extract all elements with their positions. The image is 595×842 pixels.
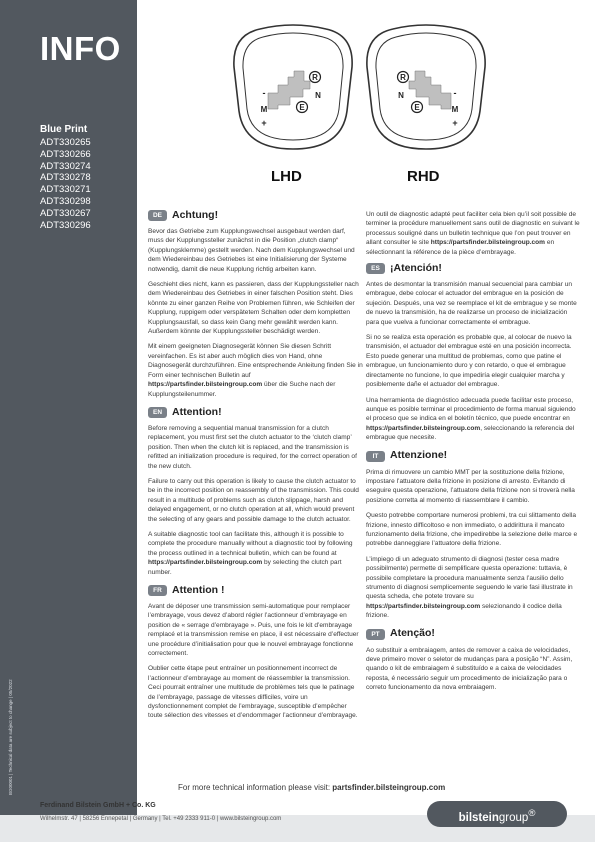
section-title: Attention !: [172, 583, 225, 596]
section-en: [148, 407, 363, 577]
part-number: ADT330266: [40, 148, 91, 160]
logo-text-regular: group: [498, 811, 529, 824]
paragraph-text: L’impiego di un adeguato strumento di diagnosi (tester cesa madre possibilmente) permette di semplificare questa operazione: tuttavia, è possibile completare la procedura manualmente senza l’ausilio dello strumento di diagnosi semplicemente seguendo le varie fasi illustrate in questa scheda, che potete trovare su: [366, 555, 573, 601]
paragraph-text: en sélectionnant la référence de la pièce d’embrayage.: [366, 239, 555, 256]
paragraph-text: Mit einem geeigneten Diagnosegerät können Sie diesen Schritt vereinfachen. Es ist aber auch möglich dies von Hand, ohne Diagnosegerät durchzuführen. Eine entsprechende Anleitung finden Sie in Form einer technischen Bulletin auf: [148, 343, 363, 379]
paragraph: Antes de desmontar la transmisión manual secuencial para cambiar un embrague, debe colocar el actuador del embrague en la posición de sujeción. Después, una vez se reemplace el kit de embrague y se monte de nuevo la transmisión, ha de realizarse un proceso de inicialización para que vuelva a funcionar correctamente el embrague.: [366, 281, 577, 326]
text-column-left: [148, 210, 363, 729]
svg-text:R: R: [312, 73, 318, 82]
svg-text:+: +: [452, 118, 458, 128]
svg-text:M: M: [260, 105, 268, 114]
language-badge: PT: [366, 629, 385, 640]
section-it: [366, 451, 581, 621]
section-title: Attention!: [172, 405, 222, 418]
paragraph: Before removing a sequential manual transmission for a clutch replacement, you must first set the clutch actuator to the ‘clutch clamp’ position. Then when the clutch kit is replaced, and the transmission is refitted an initialization procedure is required, for the correct operation of the new clutch.: [148, 424, 357, 470]
text-column-right: [366, 210, 581, 701]
language-badge: FR: [148, 585, 167, 596]
page-title: INFO: [40, 30, 121, 67]
paragraph-text: über die Suche nach der Kupplungsteilenummer.: [148, 381, 336, 398]
section-fr: [148, 585, 363, 721]
partsfinder-link[interactable]: https://partsfinder.bilsteingroup.com: [366, 424, 481, 432]
section-title: Attenzione!: [390, 449, 448, 462]
paragraph: Prima di rimuovere un cambio MMT per la sostituzione della frizione, impostare l’attuatore della frizione in posizione di arresto. Evitando di eseguire questa operazione, l’attuatore della frizione non si troverà nella posizione corretta al momento di riassemblare il cambio.: [366, 468, 575, 504]
section-heading: [148, 585, 363, 596]
gear-diagram-rhd: [363, 23, 489, 153]
paragraph: [366, 555, 581, 621]
svg-text:-: -: [453, 88, 457, 98]
lhd-label: LHD: [271, 168, 302, 185]
partsfinder-link[interactable]: https://partsfinder.bilsteingroup.com: [366, 602, 481, 610]
paragraph-text: by selecting the clutch part number.: [148, 559, 342, 576]
section-heading: [366, 629, 581, 640]
paragraph: Avant de déposer une transmission semi-automatique pour remplacer l’embrayage, vous devez d’abord régler l’actionneur d’embrayage en position de « serrage d’embrayage ». Puis, une fois le kit d’embrayage remplacé et la transmission remise en place, il est nécessaire d’effectuer une procédure d’initialisation pour que le nouvel embrayage fonctionne correctement.: [148, 603, 359, 658]
more-info-text: For more technical information please visit:: [178, 783, 333, 792]
paragraph: [148, 530, 363, 577]
paragraph: Ao substituir a embraiagem, antes de remover a caixa de velocidades, deve primeiro mover o seletor de mudanças para a posição “N”. Assim, quando o kit de embraiagem é substituído e a caixa de velocidades reposta, é necessário seguir um procedimento de inicialização para o correto funcionamento da nova embraiagem.: [366, 646, 573, 692]
svg-text:M: M: [451, 105, 459, 114]
part-number: ADT330298: [40, 195, 91, 207]
gear-shifter-lhd-icon: [230, 23, 356, 153]
paragraph: Geschieht dies nicht, kann es passieren, dass der Kupplungssteller nach dem Wiedereinbau des Getriebes in einer falschen Position steht. Dies könnte zu einer ganzen Reihe von Problemen führen, wie Schleifen der Kupplung, ruppigem oder verspätetem Schalten oder dem kompletten Kupplungsausfall, so dass kein Gang mehr gewählt werden kann. Außerdem könnte der Kupplungssteller beschädigt werden.: [148, 281, 359, 336]
partsfinder-footer-link[interactable]: partsfinder.bilsteingroup.com: [332, 783, 446, 792]
language-badge: ES: [366, 263, 385, 274]
svg-text:+: +: [261, 118, 267, 128]
section-title: Achtung!: [172, 208, 219, 221]
paragraph: [366, 396, 581, 443]
part-number: ADT330274: [40, 160, 91, 172]
logo-text-bold: bilstein: [458, 811, 499, 824]
paragraph: Si no se realiza esta operación es probable que, al colocar de nuevo la transmisión, el actuador del embrague esté en una posición incorrecta. Esto puede generar una multitud de problemas, como que patine el embrague, un funcionamiento duro y con retardo, o que el embrague directamente no funcione, lo que impediría elegir cualquier marcha y posiblemente dañe el actuador del embrague.: [366, 334, 572, 389]
paragraph-text: Una herramienta de diagnóstico adecuada puede facilitar este proceso, aunque es posible terminar el procedimiento de forma manual siguiendo el proceso que se indica en el boletín técnico, que puede encontrar en: [366, 396, 576, 423]
section-title: ¡Atención!: [390, 261, 442, 274]
partsfinder-link[interactable]: https://partsfinder.bilsteingroup.com: [148, 559, 263, 567]
brand-name: Blue Print: [40, 124, 88, 135]
paragraph: Questo potrebbe comportare numerosi problemi, tra cui slittamento della frizione, innesto difficoltoso e non immediato, o addirittura il mancato funzionamento della frizione, che impedirebbe la selezione delle marce e potrebbe danneggiare l’attuatore della frizione.: [366, 512, 578, 548]
section-heading: [148, 407, 363, 418]
svg-text:R: R: [400, 73, 406, 82]
section-es: [366, 263, 581, 443]
section-heading: [366, 263, 581, 274]
language-badge: IT: [366, 451, 385, 462]
company-name: Ferdinand Bilstein GmbH + Co. KG: [40, 802, 156, 809]
paragraph: [148, 342, 363, 398]
bilsteingroup-logo: [427, 801, 567, 827]
svg-text:-: -: [262, 88, 266, 98]
section-pt: [366, 629, 581, 693]
part-number: ADT330271: [40, 184, 91, 196]
gear-shifter-rhd-icon: [363, 23, 489, 153]
svg-text:E: E: [299, 103, 305, 112]
paragraph-text: , seleccionando la referencia del embrague que necesite.: [366, 424, 575, 442]
section-heading: [366, 451, 581, 462]
part-number: ADT330267: [40, 207, 91, 219]
company-address: Wilhelmstr. 47 | 58256 Ennepetal | Germany | Tel. +49 2333 911-0 | www.bilsteingroup.com: [40, 816, 282, 822]
more-info-line: [178, 783, 445, 792]
section-heading: [148, 210, 363, 221]
brand-block: [40, 124, 91, 231]
paragraph: Bevor das Getriebe zum Kupplungswechsel ausgebaut werden darf, muss der Kupplungssteller zunächst in die Position „clutch clamp“ (Kupplungsklemme) gestellt werden. Nach dem Kupplungswechsel und dem Wiedereinbau des Getriebes ist eine Initialisierung der Systeme notwendig, damit die neue Kupplung richtig arbeiten kann.: [148, 228, 355, 273]
gear-diagram-lhd: [230, 23, 356, 153]
svg-text:N: N: [315, 91, 321, 100]
paragraph: Failure to carry out this operation is likely to cause the clutch actuator to be in the incorrect position on reassembly of the transmission. This could result in a multitude of problems such as clutch slippage, harsh and delayed engagement, or no clutch operation at all, which would prevent the selecting of any gears and possible damage to the clutch actuator.: [148, 477, 359, 523]
svg-text:N: N: [398, 91, 404, 100]
svg-text:E: E: [414, 103, 420, 112]
paragraph-text: A suitable diagnostic tool can facilitate this, although it is possible to complete the procedure manually without a diagnostic tool by following the process outlined in a technical bulletin, which can be found at: [148, 530, 353, 557]
paragraph-text: Un outil de diagnostic adapté peut faciliter cela bien qu’il soit possible de terminer la procédure manuellement sans outil de diagnostic en suivant le processus souligné dans un bulletin technique que l’on peut trouver en allant consulter le site: [366, 211, 580, 247]
paragraph: [366, 210, 581, 257]
section-de: [148, 210, 363, 399]
partsfinder-link[interactable]: https://partsfinder.bilsteingroup.com: [148, 381, 263, 389]
logo-trademark: ®: [528, 808, 536, 819]
paragraph-text: selezionando il codice della frizione.: [366, 602, 562, 620]
part-number: ADT330265: [40, 137, 91, 148]
document-code: BG00001 | Technical data are subject to change | 05/2022: [8, 679, 13, 795]
rhd-label: RHD: [407, 168, 440, 185]
part-number-list: [40, 137, 91, 231]
section-title: Atenção!: [390, 627, 435, 640]
part-number: ADT330296: [40, 219, 91, 231]
language-badge: DE: [148, 210, 167, 221]
partsfinder-link[interactable]: https://partsfinder.bilsteingroup.com: [430, 239, 545, 247]
paragraph: Oublier cette étape peut entraîner un positionnement incorrect de l’actionneur d’embrayage au moment de réassembler la transmission. Ceci pourrait entraîner une multitude de problèmes tels que le patinage de l’embrayage, passage de vitesses difficiles, voire un dysfonctionnement complet de l’embrayage, susceptible d’empêcher toute sélection des vitesses et d’endommager l’actionneur d’embrayage.: [148, 665, 358, 720]
sidebar-band: [0, 0, 137, 815]
language-badge: EN: [148, 407, 167, 418]
part-number: ADT330278: [40, 172, 91, 184]
